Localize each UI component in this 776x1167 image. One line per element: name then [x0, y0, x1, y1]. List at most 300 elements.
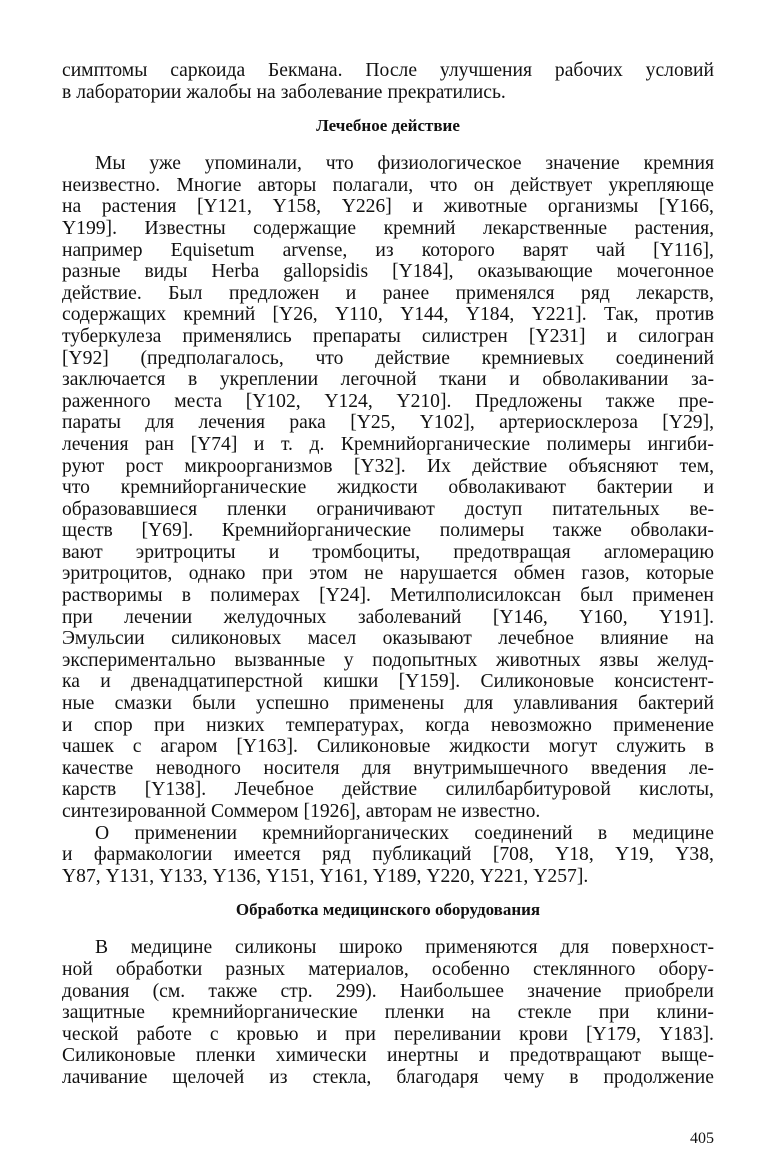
word: и: [62, 714, 73, 736]
word: эритроцитов,: [62, 563, 173, 585]
word: (см.: [152, 980, 186, 1002]
word: применяются: [425, 937, 538, 959]
word: [Y29],: [662, 412, 714, 434]
word: успешно: [256, 693, 330, 715]
word: Equisetum: [170, 239, 255, 261]
word: медицине: [632, 822, 714, 844]
word: в: [569, 1066, 579, 1088]
paragraph: [62, 823, 714, 888]
word: также: [605, 390, 655, 412]
word: саркоида: [170, 60, 246, 81]
word: особенно: [431, 958, 510, 980]
word: лечебное: [498, 628, 574, 650]
word: также: [552, 520, 602, 542]
word: места: [174, 390, 223, 412]
word: лечении: [124, 606, 193, 628]
word: жалобы: [186, 81, 252, 103]
word: [Y24].: [319, 585, 371, 607]
word: за-: [691, 369, 714, 391]
text-line: [62, 801, 714, 823]
word: лаборатории: [76, 81, 182, 103]
text-line: [62, 937, 714, 959]
word: которые: [646, 563, 714, 585]
word: [Y179,: [585, 1023, 641, 1045]
word: Силиконовые: [62, 1045, 176, 1067]
word: ран: [145, 433, 175, 455]
word: уже: [149, 153, 181, 175]
word: медицине: [130, 937, 213, 959]
word: растворимы: [62, 585, 163, 607]
word: Y144,: [400, 304, 449, 326]
word: желудочных: [223, 606, 327, 628]
word: Соммером: [210, 801, 299, 822]
word: применялись: [182, 325, 292, 347]
word: широко: [339, 937, 403, 959]
word: подопытных: [372, 649, 478, 671]
word: силиконовых: [171, 628, 282, 650]
word: и: [316, 1023, 328, 1045]
word: О: [95, 822, 110, 844]
word: экспериментально: [62, 649, 216, 671]
word: щелочей: [172, 1066, 245, 1088]
word: предотвращают: [509, 1045, 641, 1067]
word: Y161,: [319, 865, 368, 887]
word: Мы: [95, 153, 126, 175]
text-line: [62, 60, 714, 82]
word: Был: [168, 282, 203, 304]
text-line: [62, 412, 714, 434]
word: Y210].: [396, 390, 452, 412]
word: работе: [136, 1023, 192, 1045]
text-line: [62, 391, 714, 413]
word: чему: [503, 1066, 545, 1088]
word: полимеры: [439, 520, 525, 542]
word: в: [704, 736, 714, 758]
word: температурах,: [285, 714, 405, 736]
word: обору-: [658, 958, 714, 980]
word: Y133,: [159, 865, 208, 887]
word: микроорганизмов: [184, 455, 333, 477]
word: Предложены: [475, 390, 583, 412]
word: растения: [101, 196, 177, 218]
word: и: [478, 1045, 490, 1067]
word: Наибольшее: [399, 980, 504, 1002]
word: кремний: [383, 217, 456, 239]
word: инертны: [387, 1045, 459, 1067]
word: кремнийорганических: [262, 822, 450, 844]
word: arvense,: [282, 239, 348, 261]
word: мочегонное: [616, 261, 714, 283]
word: также: [208, 980, 258, 1002]
word: Кремнийорганические: [340, 433, 531, 455]
word: и: [412, 196, 423, 218]
word: Y124,: [324, 390, 373, 412]
text-line: [62, 218, 714, 240]
word: не: [364, 563, 384, 585]
word: благодаря: [396, 1066, 479, 1088]
word: д.: [309, 433, 325, 455]
word: Кремнийорганические: [221, 520, 412, 542]
word: ка: [62, 671, 80, 693]
word: предложен: [228, 282, 320, 304]
word: ряд: [322, 844, 351, 866]
word: ные: [62, 693, 95, 715]
text-line: [62, 153, 714, 175]
word: виды: [144, 261, 188, 283]
text-line: [62, 1045, 714, 1067]
word: этом: [309, 563, 348, 585]
word: карств: [62, 779, 117, 801]
word: ткани: [439, 369, 487, 391]
word: силистрен: [421, 325, 508, 347]
word: ществ: [62, 520, 113, 542]
word: в: [181, 585, 192, 607]
word: [1926],: [303, 801, 361, 822]
word: Y191].: [659, 606, 714, 628]
word: Herba: [211, 261, 260, 283]
text-line: [62, 823, 714, 845]
word: животные: [443, 196, 528, 218]
word: соединений: [615, 347, 714, 369]
word: рост: [125, 455, 163, 477]
word: эритроциты: [135, 541, 236, 563]
word: для: [145, 412, 175, 434]
word: тем,: [679, 455, 714, 477]
word: препараты: [312, 325, 401, 347]
word: был: [580, 585, 614, 607]
word: бактерии: [596, 477, 673, 499]
word: [Y26,: [272, 304, 318, 326]
word: [Y121,: [196, 196, 252, 218]
word: Так,: [603, 304, 639, 326]
word: обволакивании: [542, 369, 669, 391]
word: спор: [93, 714, 133, 736]
word: Y257].: [533, 865, 589, 887]
word: обволакивают: [448, 477, 566, 499]
word: Силиконовые: [316, 736, 431, 758]
word: внутримышечного: [413, 757, 569, 779]
word: стекла,: [312, 1066, 372, 1088]
word: [Y159].: [398, 671, 461, 693]
word: на: [256, 81, 276, 103]
text-line: [62, 175, 714, 197]
text-line: [62, 758, 714, 780]
word: упоминали,: [204, 153, 302, 175]
word: gallopsidis: [283, 261, 369, 283]
word: Y189,: [372, 865, 422, 887]
word: значение: [527, 980, 602, 1002]
word: фармакологии: [93, 844, 213, 866]
word: жидкости: [449, 736, 530, 758]
word: неводного: [155, 757, 241, 779]
text-line: [62, 844, 714, 866]
text-line: [62, 434, 714, 456]
word: на: [694, 628, 714, 650]
text-line: [62, 283, 714, 305]
word: [Y166,: [658, 196, 714, 218]
word: носителя: [263, 757, 340, 779]
word: невозможно: [490, 714, 592, 736]
word: содержащие: [253, 217, 357, 239]
word: в: [62, 81, 72, 103]
word: физиологическое: [377, 153, 522, 175]
word: из: [269, 1066, 288, 1088]
word: клини-: [656, 1002, 714, 1024]
word: [Y146,: [492, 606, 548, 628]
word: Y102],: [419, 412, 475, 434]
word: пленки: [195, 1045, 256, 1067]
word: кишки: [323, 671, 379, 693]
word: переливании: [393, 1023, 502, 1045]
word: имеется: [233, 844, 301, 866]
text-line: [62, 369, 714, 391]
word: действие.: [62, 282, 142, 304]
word: обмен: [513, 563, 565, 585]
word: варят: [522, 239, 568, 261]
word: Известны: [144, 217, 226, 239]
word: Y226]: [341, 196, 392, 218]
word: Y221,: [479, 865, 529, 887]
word: он: [473, 174, 495, 196]
word: лекарств,: [636, 282, 714, 304]
word: что: [62, 477, 90, 499]
word: приобрели: [624, 980, 714, 1002]
word: заболевание: [280, 81, 383, 103]
word: и: [100, 671, 111, 693]
word: двенадцатиперстной: [131, 671, 303, 693]
word: [Y102,: [245, 390, 301, 412]
word: в: [187, 369, 198, 391]
text-line: [62, 261, 714, 283]
word: при: [345, 1023, 376, 1045]
text-line: [62, 477, 714, 499]
text-line: [62, 585, 714, 607]
word: не: [437, 801, 457, 822]
word: [Y231]: [528, 325, 586, 347]
word: при: [62, 606, 93, 628]
paragraph: [62, 60, 714, 103]
word: силиконы: [234, 937, 317, 959]
word: оказывающие: [477, 261, 593, 283]
word: нарушается: [399, 563, 498, 585]
word: авторам: [365, 801, 433, 822]
word: в: [597, 822, 608, 844]
word: рака: [289, 412, 326, 434]
word: раженного: [62, 390, 151, 412]
word: для: [560, 937, 589, 959]
word: и: [509, 369, 520, 391]
word: улучшения: [439, 60, 533, 81]
word: [Y74]: [190, 433, 238, 455]
word: влияние: [600, 628, 669, 650]
word: питательных: [552, 498, 660, 520]
word: применялся: [455, 282, 555, 304]
word: укреплении: [219, 369, 319, 391]
text-line: [62, 348, 714, 370]
word: дования: [62, 980, 130, 1002]
text-line: [62, 693, 714, 715]
word: химически: [275, 1045, 367, 1067]
word: авторы: [257, 174, 317, 196]
word: были: [192, 693, 236, 715]
word: [Y92]: [62, 347, 109, 369]
word: с: [209, 1023, 219, 1045]
word: Y18,: [555, 844, 594, 866]
word: стеклянного: [533, 958, 636, 980]
word: у: [343, 649, 354, 671]
word: [Y163].: [236, 736, 298, 758]
word: для: [464, 693, 494, 715]
word: обволаки-: [630, 520, 714, 542]
word: образовавшиеся: [62, 498, 198, 520]
word: неизвестно.: [62, 174, 161, 196]
word: действие: [375, 347, 450, 369]
word: Y19,: [615, 844, 654, 866]
word: [Y138].: [144, 779, 207, 801]
word: и: [253, 433, 265, 455]
word: из: [375, 239, 394, 261]
word: кремнийорганические: [172, 1002, 358, 1024]
word: ранее: [382, 282, 430, 304]
word: крови: [519, 1023, 568, 1045]
word: против: [655, 304, 714, 326]
word: что: [429, 174, 458, 196]
text-line: [62, 866, 714, 888]
word: пленки: [384, 1002, 445, 1024]
text-line: [62, 456, 714, 478]
word: Y87,: [62, 865, 101, 887]
word: [Y184],: [392, 261, 454, 283]
word: кремний: [183, 304, 256, 326]
text-line: [62, 82, 714, 104]
text-line: [62, 1067, 714, 1089]
word: с: [132, 736, 142, 758]
word: растения,: [634, 217, 714, 239]
word: на: [471, 1002, 491, 1024]
word: ингиби-: [647, 433, 714, 455]
word: (предполагалось,: [140, 347, 284, 369]
word: [708,: [492, 844, 534, 866]
word: кремния: [643, 153, 714, 175]
word: Y221].: [531, 304, 587, 326]
word: легочной: [340, 369, 417, 391]
word: ряд: [581, 282, 610, 304]
word: и: [345, 282, 357, 304]
word: и: [606, 325, 618, 347]
word: действие: [472, 455, 548, 477]
word: Y110,: [335, 304, 383, 326]
word: что: [315, 347, 344, 369]
word: стекле: [517, 1002, 572, 1024]
text-line: [62, 240, 714, 262]
text-line: [62, 736, 714, 758]
word: при: [598, 1002, 630, 1024]
word: заключается: [62, 369, 166, 391]
word: которого: [421, 239, 495, 261]
word: организмы: [547, 196, 639, 218]
word: разных: [225, 958, 286, 980]
text-line: [62, 304, 714, 326]
word: известно.: [461, 801, 541, 822]
word: предотвращая: [453, 541, 571, 563]
word: введения: [590, 757, 667, 779]
word: Силиконовые: [480, 671, 595, 693]
word: чай: [596, 239, 626, 261]
word: газов,: [581, 563, 630, 585]
word: После: [365, 60, 418, 81]
word: соединений: [474, 822, 573, 844]
word: Y151,: [266, 865, 315, 887]
text-line: [62, 607, 714, 629]
word: животных: [496, 649, 581, 671]
word: 299).: [335, 980, 377, 1002]
word: Метилполисилоксан: [390, 585, 561, 607]
word: кислоты,: [639, 779, 714, 801]
word: действие: [342, 779, 418, 801]
paragraph: [62, 937, 714, 1088]
word: Эмульсии: [62, 628, 145, 650]
word: т.: [280, 433, 293, 455]
section-heading: Лечебное действие: [316, 116, 460, 136]
text-line: [62, 1002, 714, 1024]
word: и: [268, 541, 280, 563]
word: разные: [62, 261, 121, 283]
word: В: [95, 937, 109, 959]
word: служить: [616, 736, 686, 758]
word: желуд-: [657, 649, 714, 671]
word: ве-: [689, 498, 714, 520]
word: применены: [349, 693, 445, 715]
word: могут: [548, 736, 598, 758]
word: заболеваний: [357, 606, 462, 628]
word: вызванные: [234, 649, 326, 671]
word: ле-: [688, 757, 714, 779]
text-line: [62, 499, 714, 521]
text-line: [62, 959, 714, 981]
word: Y183].: [658, 1023, 714, 1045]
word: тромбоциты,: [312, 541, 421, 563]
word: артериосклероза: [499, 412, 638, 434]
word: стр.: [280, 980, 313, 1002]
word: лачивание: [62, 1066, 148, 1088]
word: полимерах: [210, 585, 300, 607]
word: при: [261, 563, 293, 585]
word: на: [62, 196, 82, 218]
word: Y158,: [272, 196, 322, 218]
word: руют: [62, 455, 105, 477]
word: масел: [307, 628, 357, 650]
word: чашек: [62, 736, 114, 758]
text-line: [62, 628, 714, 650]
word: когда: [425, 714, 470, 736]
word: продолжение: [603, 1066, 714, 1088]
page-body: [62, 60, 714, 1089]
paragraph: [62, 153, 714, 822]
word: прекратились.: [387, 81, 506, 103]
word: [Y25,: [350, 412, 396, 434]
word: язвы: [599, 649, 639, 671]
text-line: [62, 563, 714, 585]
word: защитные: [62, 1002, 145, 1024]
word: ограничивают: [316, 498, 435, 520]
word: и: [62, 844, 73, 866]
word: смазки: [114, 693, 173, 715]
word: Их: [426, 455, 451, 477]
word: Y38,: [675, 844, 714, 866]
word: применении: [134, 822, 237, 844]
text-line: [62, 650, 714, 672]
text-line: [62, 715, 714, 737]
